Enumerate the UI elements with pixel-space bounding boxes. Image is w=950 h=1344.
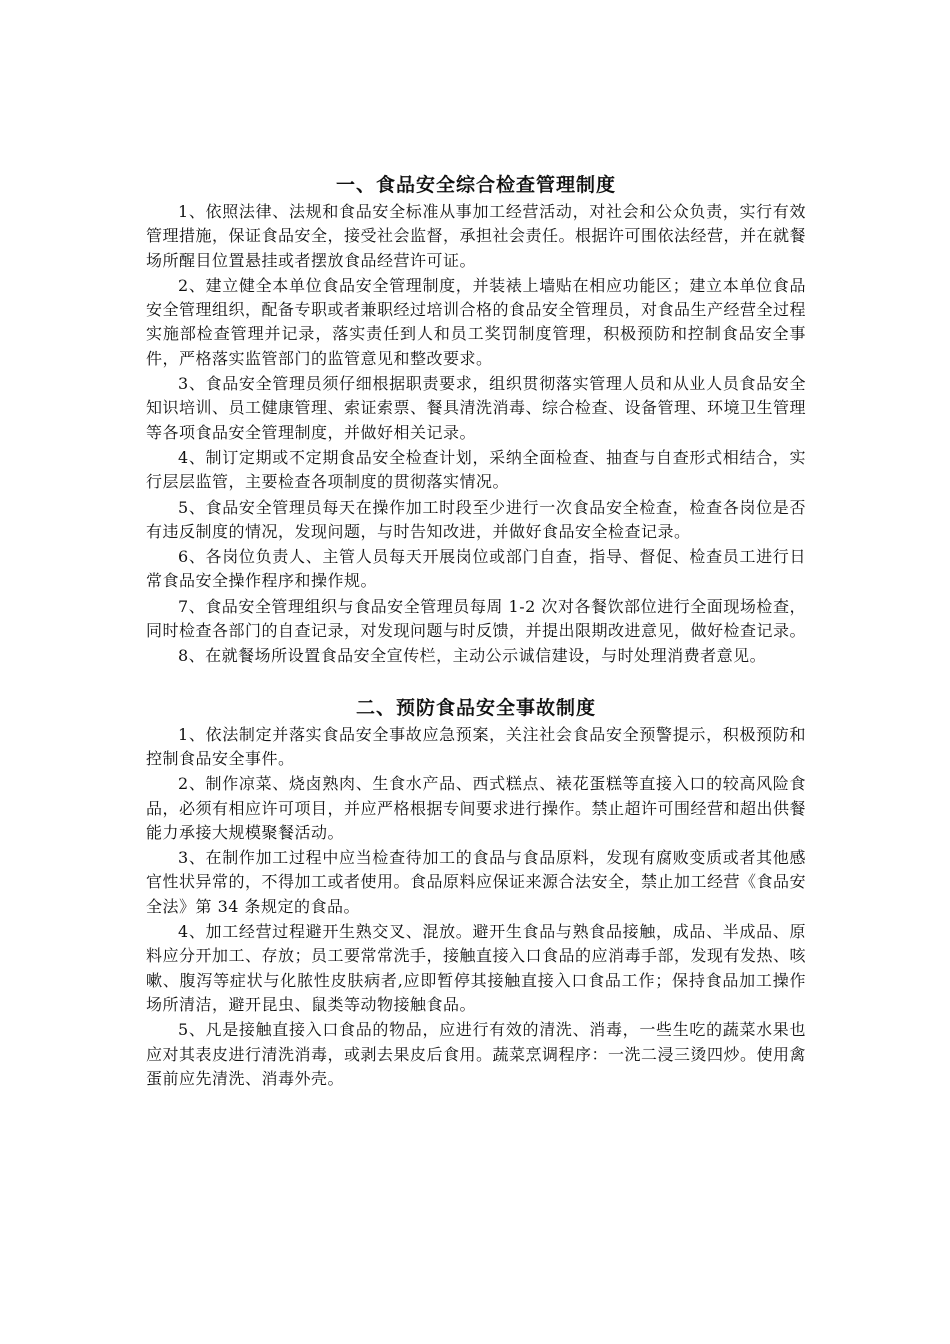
paragraph: 1、依法制定并落实食品安全事故应急预案，关注社会食品安全预警提示，积极预防和控制食品安全事件。 — [146, 724, 806, 768]
section-title: 一、食品安全综合检查管理制度 — [335, 174, 616, 196]
paragraph: 3、在制作加工过程中应当检查待加工的食品与食品原料，发现有腐败变质或者其他感官性状异常的，不得加工或者使用。食品原料应保证来源合法安全，禁止加工经营《食品安全法》第 34 条规定的食品。 — [146, 848, 807, 916]
paragraph: 6、各岗位负责人、主管人员每天开展岗位或部门自查，指导、督促、检查员工进行日常食品安全操作程序和操作规。 — [146, 547, 806, 591]
section-title: 二、预防食品安全事故制度 — [355, 696, 596, 719]
paragraph: 2、建立健全本单位食品安全管理制度，并装裱上墙贴在相应功能区；建立本单位食品安全管理组织，配备专职或者兼职经过培训合格的食品安全管理员，对食品生产经营全过程实施部检查管理并记录，落实责任到人和员工奖罚制度管理，积极预防和控制食品安全事件，严格落实监管部门的监管意见和整改要求。 — [146, 275, 807, 368]
paragraph: 3、食品安全管理员须仔细根据职责要求，组织贯彻落实管理人员和从业人员食品安全知识培训、员工健康管理、索证索票、餐具清洗消毒、综合检查、设备管理、环境卫生管理等各项食品安全管理制度，并做好相关记录。 — [146, 374, 807, 442]
document-page — [146, 170, 806, 1092]
paragraph: 5、食品安全管理员每天在操作加工时段至少进行一次食品安全检查，检查各岗位是否有违反制度的情况，发现问题，与时告知改进，并做好食品安全检查记录。 — [146, 497, 806, 541]
paragraph: 1、依照法律、法规和食品安全标准从事加工经营活动，对社会和公众负责，实行有效管理措施，保证食品安全，接受社会监督，承担社会责任。根据许可围依法经营，并在就餐场所醒目位置悬挂或者摆放食品经营许可证。 — [146, 202, 807, 270]
paragraph: 4、加工经营过程避开生熟交叉、混放。避开生食品与熟食品接触，成品、半成品、原料应分开加工、存放；员工要常常洗手，接触直接入口食品的应消毒手部，发现有发热、咳嗽、腹泻等症状与化脓性皮肤病者,应即暂停其接触直接入口食品工作；保持食品加工操作场所清洁，避开昆虫、鼠类等动物接触食品。 — [146, 922, 807, 1014]
paragraph: 2、制作凉菜、烧卤熟肉、生食水产品、西式糕点、裱花蛋糕等直接入口的较高风险食品，必须有相应许可项目，并应严格根据专间要求进行操作。禁止超许可围经营和超出供餐能力承接大规模聚餐活动。 — [146, 774, 807, 842]
section-body — [146, 200, 806, 669]
paragraph: 7、食品安全管理组织与食品安全管理员每周 1-2 次对各餐饮部位进行全面现场检查，同时检查各部门的自查记录，对发现问题与时反馈，并提出限期改进意见，做好检查记录。 — [146, 596, 807, 641]
paragraph: 8、在就餐场所设置食品安全宣传栏，主动公示诚信建设，与时处理消费者意见。 — [178, 646, 767, 666]
paragraph: 4、制订定期或不定期食品安全检查计划，采纳全面检查、抽查与自查形式相结合，实行层层监管，主要检查各项制度的贯彻落实情况。 — [146, 447, 806, 492]
paragraph: 5、凡是接触直接入口食品的物品，应进行有效的清洗、消毒，一些生吃的蔬菜水果也应对其表皮进行清洗消毒，或剥去果皮后食用。蔬菜烹调程序：一洗二浸三烫四炒。使用禽蛋前应先清洗、消毒外壳。 — [146, 1020, 807, 1088]
section-body — [146, 723, 806, 1091]
